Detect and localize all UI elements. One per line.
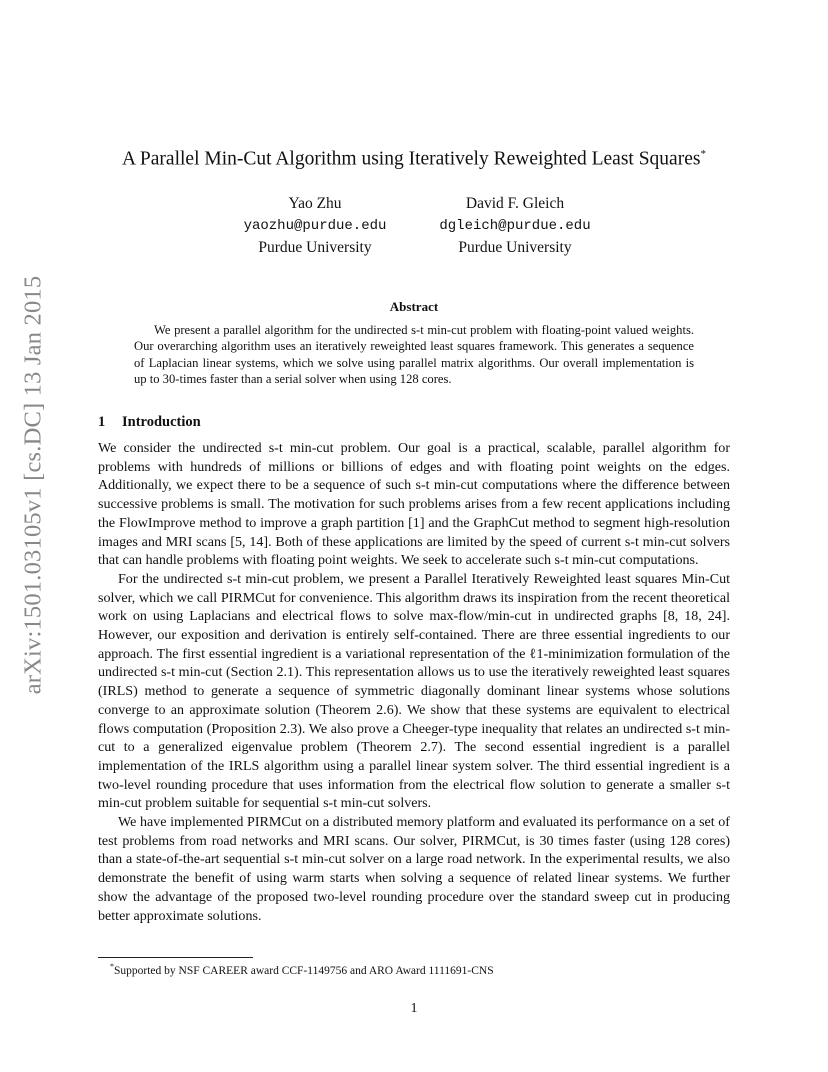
abstract-text: We present a parallel algorithm for the undirected s-t min-cut problem with floating-point valued weights. Our overarching algorithm uses an iteratively reweighted least squares framework. This generates a sequence of Laplacian linear systems, which we solve using parallel matrix algorithms. Our overall implementation is up to 30-times faster than a serial solver when using 128 cores. [134, 323, 694, 387]
paragraph: For the undirected s-t min-cut problem, we present a Parallel Iteratively Reweighted least squares Min-Cut solver, which we call PIRMCut for convenience. This algorithm draws its inspiration from the recent theoretical work on using Laplacians and electrical flows to solve max-flow/min-cut in undirected graphs [8, 18, 24]. However, our exposition and derivation is entirely self-contained. There are three essential ingredients to our approach. The first essential ingredient is a variational representation of the ℓ1-minimization formulation of the undirected s-t min-cut (Section 2.1). This representation allows us to use the iteratively reweighted least squares (IRLS) method to generate a sequence of symmetric diagonally dominant linear systems whose solutions converge to an approximate solution (Theorem 2.6). We show that these systems are equivalent to electrical flows computation (Proposition 2.3). We also prove a Cheeger-type inequality that relates an undirected s-t min-cut to a generalized eigenvalue problem (Theorem 2.7). The second essential ingredient is a parallel implementation of the IRLS algorithm using a parallel linear system solver. The third essential ingredient is a two-level rounding procedure that uses information from the electrical flow solution to generate a smaller s-t min-cut problem suitable for sequential s-t min-cut solvers. [98, 570, 730, 812]
paragraph: We consider the undirected s-t min-cut problem. Our goal is a practical, scalable, parallel algorithm for problems with hundreds of millions or billions of edges and with floating point weights on the edges. Additionally, we expect there to be a sequence of such s-t min-cut computations where the difference between successive problems is small. The motivation for such problems arises from a few recent applications including the FlowImprove method to improve a graph partition [1] and the GraphCut method to segment high-resolution images and MRI scans [5, 14]. Both of these applications are limited by the speed of current s-t min-cut solvers that can handle problems with floating point weights. We seek to accelerate such s-t min-cut computations. [98, 440, 730, 569]
footnote [110, 962, 494, 977]
footnote-text: Supported by NSF CAREER award CCF-1149756 and ARO Award 1111691-CNS [114, 964, 494, 977]
arxiv-identifier-stamp [10, 275, 56, 695]
paper-title-text: A Parallel Min-Cut Algorithm using Iteratively Reweighted Least Squares [122, 148, 701, 170]
author-email: yaozhu@purdue.edu [243, 218, 387, 234]
abstract-heading: Abstract [389, 299, 439, 314]
title-footnote-mark: * [700, 148, 706, 160]
author-block-1 [225, 193, 405, 259]
paragraph: We have implemented PIRMCut on a distributed memory platform and evaluated its performance on a set of test problems from road networks and MRI scans. Our solver, PIRMCut, is 30 times faster (using 128 cores) than a state-of-the-art sequential s-t min-cut solver on a large road network. In the experimental results, we also demonstrate the benefit of using warm starts when solving a sequence of related linear systems. We further show the advantage of the proposed two-level rounding procedure over the standard sweep cut in producing better approximate solutions. [98, 814, 730, 924]
author-name: Yao Zhu [288, 195, 342, 212]
arxiv-stamp-text: arXiv:1501.03105v1 [cs.DC] 13 Jan 2015 [19, 275, 47, 695]
page-number: 1 [410, 1001, 418, 1016]
footnote-rule [98, 957, 253, 958]
introduction-body [98, 439, 730, 925]
author-email: dgleich@purdue.edu [439, 218, 591, 234]
author-affiliation: Purdue University [258, 239, 372, 256]
section-heading [98, 414, 201, 431]
author-name: David F. Gleich [465, 195, 565, 212]
author-affiliation: Purdue University [458, 239, 572, 256]
paper-title [60, 148, 768, 171]
footnote-mark: * [110, 962, 114, 971]
section-number: 1 [98, 414, 106, 430]
section-title: Introduction [122, 414, 201, 430]
author-block-2 [425, 193, 605, 259]
